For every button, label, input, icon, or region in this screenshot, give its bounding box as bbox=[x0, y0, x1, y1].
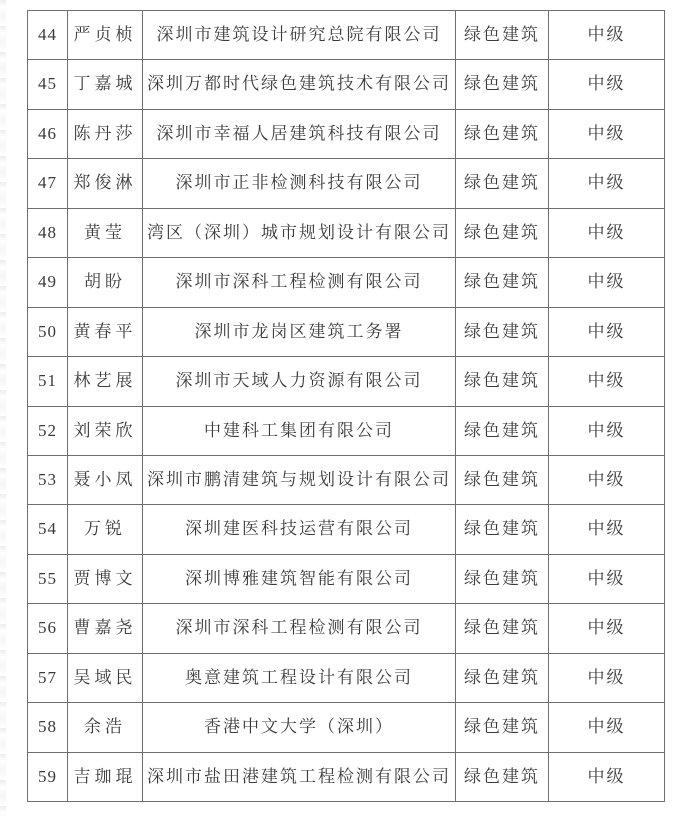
roster-table-body bbox=[28, 11, 665, 802]
cell-specialty: 绿色建筑 bbox=[456, 752, 549, 801]
cell-specialty: 绿色建筑 bbox=[456, 208, 549, 257]
cell-name: 贾博文 bbox=[68, 554, 143, 603]
cell-number: 59 bbox=[28, 752, 68, 801]
cell-company: 深圳市盐田港建筑工程检测有限公司 bbox=[143, 752, 456, 801]
cell-company: 深圳市幸福人居建筑科技有限公司 bbox=[143, 109, 456, 158]
cell-level: 中级 bbox=[549, 159, 665, 208]
cell-name: 黄莹 bbox=[68, 208, 143, 257]
cell-company: 深圳市鹏清建筑与规划设计有限公司 bbox=[143, 455, 456, 504]
cell-level: 中级 bbox=[549, 357, 665, 406]
table-row bbox=[28, 752, 665, 801]
cell-specialty: 绿色建筑 bbox=[456, 406, 549, 455]
cell-company: 深圳市深科工程检测有限公司 bbox=[143, 604, 456, 653]
cell-number: 46 bbox=[28, 109, 68, 158]
cell-company: 深圳万都时代绿色建筑技术有限公司 bbox=[143, 60, 456, 109]
cell-number: 48 bbox=[28, 208, 68, 257]
table-row bbox=[28, 60, 665, 109]
cell-specialty: 绿色建筑 bbox=[456, 455, 549, 504]
cell-name: 郑俊淋 bbox=[68, 159, 143, 208]
cell-specialty: 绿色建筑 bbox=[456, 703, 549, 752]
table-row bbox=[28, 357, 665, 406]
cell-level: 中级 bbox=[549, 604, 665, 653]
cell-number: 51 bbox=[28, 357, 68, 406]
cell-specialty: 绿色建筑 bbox=[456, 554, 549, 603]
cell-level: 中级 bbox=[549, 505, 665, 554]
cell-number: 53 bbox=[28, 455, 68, 504]
cell-company: 中建科工集团有限公司 bbox=[143, 406, 456, 455]
cell-number: 57 bbox=[28, 653, 68, 702]
cell-level: 中级 bbox=[549, 455, 665, 504]
roster-table bbox=[27, 10, 665, 802]
table-row bbox=[28, 604, 665, 653]
cell-level: 中级 bbox=[549, 208, 665, 257]
table-row bbox=[28, 208, 665, 257]
cell-company: 深圳市天域人力资源有限公司 bbox=[143, 357, 456, 406]
table-row bbox=[28, 554, 665, 603]
cell-specialty: 绿色建筑 bbox=[456, 60, 549, 109]
cell-level: 中级 bbox=[549, 11, 665, 60]
cell-company: 深圳市深科工程检测有限公司 bbox=[143, 258, 456, 307]
cell-specialty: 绿色建筑 bbox=[456, 307, 549, 356]
cell-specialty: 绿色建筑 bbox=[456, 159, 549, 208]
cell-number: 49 bbox=[28, 258, 68, 307]
cell-specialty: 绿色建筑 bbox=[456, 109, 549, 158]
cell-name: 余浩 bbox=[68, 703, 143, 752]
cell-company: 深圳市正非检测科技有限公司 bbox=[143, 159, 456, 208]
cell-company: 奥意建筑工程设计有限公司 bbox=[143, 653, 456, 702]
table-row bbox=[28, 109, 665, 158]
cell-level: 中级 bbox=[549, 653, 665, 702]
cell-company: 湾区（深圳）城市规划设计有限公司 bbox=[143, 208, 456, 257]
cell-number: 54 bbox=[28, 505, 68, 554]
table-row bbox=[28, 406, 665, 455]
cell-level: 中级 bbox=[549, 703, 665, 752]
cell-number: 52 bbox=[28, 406, 68, 455]
table-row bbox=[28, 159, 665, 208]
cell-specialty: 绿色建筑 bbox=[456, 357, 549, 406]
cell-name: 吉珈琨 bbox=[68, 752, 143, 801]
cell-name: 丁嘉城 bbox=[68, 60, 143, 109]
cell-number: 50 bbox=[28, 307, 68, 356]
cell-name: 刘荣欣 bbox=[68, 406, 143, 455]
cell-company: 深圳博雅建筑智能有限公司 bbox=[143, 554, 456, 603]
cell-level: 中级 bbox=[549, 258, 665, 307]
cell-company: 深圳市建筑设计研究总院有限公司 bbox=[143, 11, 456, 60]
table-row bbox=[28, 653, 665, 702]
cell-specialty: 绿色建筑 bbox=[456, 258, 549, 307]
cell-level: 中级 bbox=[549, 406, 665, 455]
cell-number: 45 bbox=[28, 60, 68, 109]
cell-level: 中级 bbox=[549, 307, 665, 356]
cell-number: 47 bbox=[28, 159, 68, 208]
cell-name: 黄春平 bbox=[68, 307, 143, 356]
cell-name: 吴域民 bbox=[68, 653, 143, 702]
cell-specialty: 绿色建筑 bbox=[456, 505, 549, 554]
cell-number: 55 bbox=[28, 554, 68, 603]
cell-name: 胡盼 bbox=[68, 258, 143, 307]
cell-name: 曹嘉尧 bbox=[68, 604, 143, 653]
cell-specialty: 绿色建筑 bbox=[456, 653, 549, 702]
table-row bbox=[28, 11, 665, 60]
table-row bbox=[28, 307, 665, 356]
cell-company: 深圳建医科技运营有限公司 bbox=[143, 505, 456, 554]
cell-name: 林艺展 bbox=[68, 357, 143, 406]
table-row bbox=[28, 455, 665, 504]
cell-level: 中级 bbox=[549, 60, 665, 109]
cell-name: 万锐 bbox=[68, 505, 143, 554]
cell-specialty: 绿色建筑 bbox=[456, 604, 549, 653]
cell-level: 中级 bbox=[549, 109, 665, 158]
table-row bbox=[28, 703, 665, 752]
cell-name: 聂小凤 bbox=[68, 455, 143, 504]
cell-name: 严贞桢 bbox=[68, 11, 143, 60]
table-row bbox=[28, 505, 665, 554]
cell-level: 中级 bbox=[549, 554, 665, 603]
cell-number: 56 bbox=[28, 604, 68, 653]
cell-company: 深圳市龙岗区建筑工务署 bbox=[143, 307, 456, 356]
table-row bbox=[28, 258, 665, 307]
cell-company: 香港中文大学（深圳） bbox=[143, 703, 456, 752]
cell-number: 58 bbox=[28, 703, 68, 752]
cell-number: 44 bbox=[28, 11, 68, 60]
cell-specialty: 绿色建筑 bbox=[456, 11, 549, 60]
cell-name: 陈丹莎 bbox=[68, 109, 143, 158]
scan-edge-noise bbox=[0, 0, 6, 816]
cell-level: 中级 bbox=[549, 752, 665, 801]
